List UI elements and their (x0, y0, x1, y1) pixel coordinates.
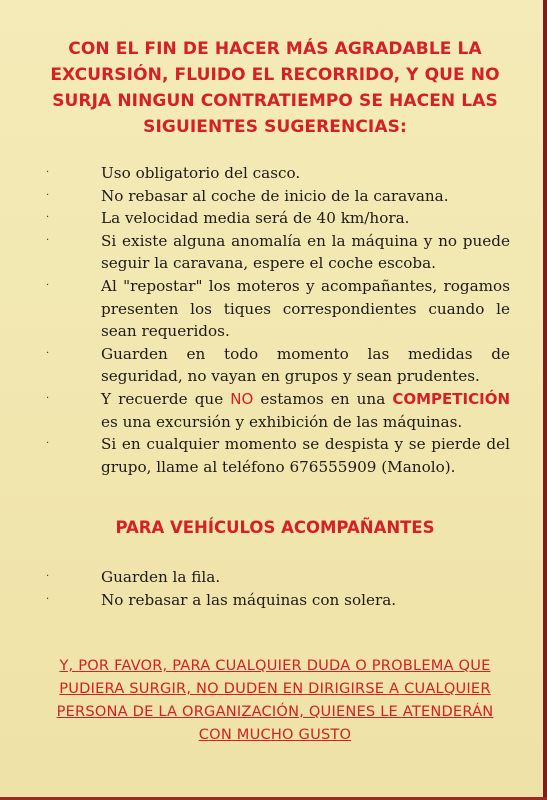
list-item (40, 162, 510, 185)
list-item (40, 185, 510, 208)
highlight-no: NO (230, 389, 254, 408)
vehicles-list (40, 566, 510, 611)
page-edge-right (543, 0, 547, 800)
bullet-icon: · (46, 212, 50, 224)
list-item-text (101, 388, 510, 433)
list-item (40, 230, 510, 275)
list-item-text: Guarden en todo momento las medidas de seguridad, no vayan en grupos y sean prudentes. (101, 344, 510, 386)
list-item-text: Al "repostar" los moteros y acompañantes, rogamos presenten los tiques correspondientes cuando le sean requeridos. (101, 276, 510, 341)
list-item (40, 275, 510, 343)
list-item-text: La velocidad media será de 40 km/hora. (101, 209, 410, 228)
highlight-competicion: COMPETICIÓN (392, 389, 510, 408)
list-item-text: Si en cualquier momento se despista y se pierde del grupo, llame al teléfono 676555909 (Manolo). (101, 435, 510, 476)
list-item (40, 207, 510, 230)
suggestions-list (40, 162, 510, 478)
bullet-icon: · (46, 438, 50, 450)
closing-note: Y, POR FAVOR, PARA CUALQUIER DUDA O PROBLEMA QUE PUDIERA SURGIR, NO DUDEN EN DIRIGIRSE A CUALQUIER PERSONA DE LA ORGANIZACIÓN, QUIENES LE ATENDERÁN CON MUCHO GUSTO (56, 657, 494, 743)
text-segment: es una excursión y exhibición de las máquinas. (101, 412, 463, 431)
page-title: CON EL FIN DE HACER MÁS AGRADABLE LA EXCURSIÓN, FLUIDO EL RECORRIDO, Y QUE NO SURJA NINGUN CONTRATIEMPO SE HACEN LAS SIGUIENTES SUGERENCIAS: (50, 39, 500, 137)
list-item-text: Uso obligatorio del casco. (101, 164, 301, 182)
list-item (40, 343, 510, 388)
list-item-text: Guarden la fila. (101, 568, 221, 586)
list-item-text: Si existe alguna anomalía en la máquina y no puede seguir la caravana, espere el coche escoba. (101, 231, 510, 273)
bullet-icon: · (46, 279, 50, 291)
list-item (40, 589, 510, 612)
section-heading-vehicles: PARA VEHÍCULOS ACOMPAÑANTES (115, 518, 435, 537)
bullet-icon: · (46, 392, 50, 404)
bullet-icon: · (46, 189, 50, 201)
bullet-icon: · (46, 347, 50, 359)
list-item (40, 433, 510, 478)
text-segment: Y recuerde que (101, 389, 231, 408)
bullet-icon: · (46, 593, 50, 605)
bullet-icon: · (46, 167, 50, 178)
list-item-competition (40, 388, 510, 433)
list-item (40, 566, 510, 589)
bullet-icon: · (46, 234, 50, 246)
list-item-text: No rebasar al coche de inicio de la caravana. (101, 186, 449, 205)
text-segment: estamos en una (253, 389, 393, 408)
list-item-text: No rebasar a las máquinas con solera. (101, 590, 397, 609)
bullet-icon: · (46, 571, 50, 582)
